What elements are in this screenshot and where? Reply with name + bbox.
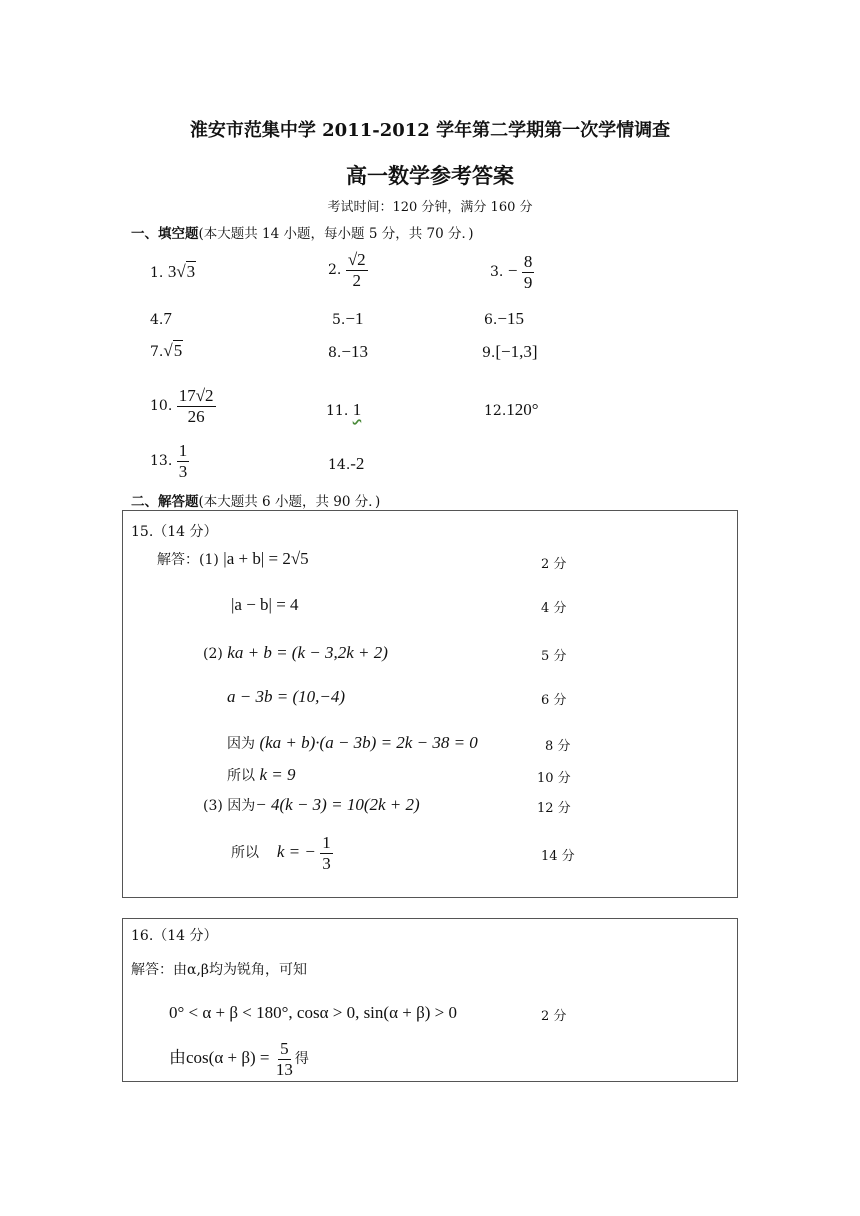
answer-number: 6. xyxy=(484,312,498,328)
answer-number: 13. xyxy=(150,453,173,470)
answer-number: 9. xyxy=(482,345,496,361)
document-subtitle: 高一数学参考答案 xyxy=(346,164,514,188)
answer-value: $\frac{17√2}{26}$ xyxy=(178,386,214,426)
answer-value: $\frac{√2}{2}$ xyxy=(347,250,366,290)
answer-2 xyxy=(328,250,368,290)
q15-expr: a − 3b = (10,−4) xyxy=(227,687,345,706)
answer-11 xyxy=(326,400,481,420)
answer-value: $\frac{8}{9}$ xyxy=(523,252,533,292)
section1-desc: (本大题共 14 小题，每小题 5 分，共 70 分．) xyxy=(198,226,474,242)
answer-number: 8. xyxy=(328,345,342,361)
q15-expr: |a + b| = 2√5 xyxy=(223,549,309,568)
answer-number: 2. xyxy=(328,262,342,279)
answer-4 xyxy=(150,309,172,329)
answer-13 xyxy=(150,441,189,481)
q15-points-2: 4 分 xyxy=(541,601,567,616)
section2-heading: 二、解答题 xyxy=(131,494,199,510)
q15-label: 所以 xyxy=(227,768,255,784)
answer-number: 5. xyxy=(332,312,346,328)
q15-line-5 xyxy=(227,733,478,753)
section1-heading-line xyxy=(131,222,473,242)
q15-fraction: $\frac{1}{3}$ xyxy=(322,833,331,873)
answer-value: −1 xyxy=(345,309,364,328)
answer-number: 14. xyxy=(328,457,351,473)
question-16-box xyxy=(122,918,738,1082)
answer-1 xyxy=(150,262,196,282)
q15-expr: − 4(k − 3) = 10(2k + 2) xyxy=(255,795,420,814)
answer-value: 120° xyxy=(506,400,539,419)
q15-header: 15.（14 分） xyxy=(131,524,218,540)
exam-info: 考试时间：120 分钟，满分 160 分 xyxy=(327,200,533,215)
section2-desc: (本大题共 6 小题，共 90 分．) xyxy=(198,494,381,510)
q15-line-7 xyxy=(203,795,420,815)
answer-value: $\frac{1}{3}$ xyxy=(178,441,188,481)
q15-label: 解答：(1) xyxy=(157,552,219,568)
q15-line-3 xyxy=(203,643,388,663)
answer-12 xyxy=(484,400,539,420)
q15-expr: |a − b| = 4 xyxy=(231,595,299,614)
answer-value: −15 xyxy=(497,309,524,328)
answer-3 xyxy=(490,252,534,292)
q15-points-1: 2 分 xyxy=(541,557,567,572)
q15-expr: ka + b = (k − 3,2k + 2) xyxy=(227,643,388,662)
q15-line-6 xyxy=(227,765,295,785)
answer-number: 10. xyxy=(150,398,173,415)
answer-7 xyxy=(150,341,183,361)
section2-heading-line xyxy=(131,490,380,510)
answer-10 xyxy=(150,386,216,426)
q15-label: (2) xyxy=(203,646,223,662)
answer-value: −13 xyxy=(341,342,368,361)
q15-expr: (ka + b)·(a − 3b) = 2k − 38 = 0 xyxy=(259,733,478,752)
answer-value: -2 xyxy=(350,454,365,473)
q15-points-4: 6 分 xyxy=(541,693,567,708)
q15-expr: k = − xyxy=(276,842,316,862)
answer-9 xyxy=(482,342,538,362)
section1-heading: 一、填空题 xyxy=(131,226,199,242)
q16-line-3 xyxy=(169,1039,309,1079)
answer-number: 1. xyxy=(150,265,164,281)
document-title: 淮安市范集中学 2011-2012 学年第二学期第一次学情调查 xyxy=(189,120,671,141)
q15-line-8 xyxy=(231,833,333,873)
answer-number: 7. xyxy=(150,344,164,360)
q15-line-1 xyxy=(157,549,309,569)
answer-6 xyxy=(484,309,524,329)
q15-expr: k = 9 xyxy=(259,765,296,784)
q15-label: 所以 xyxy=(231,845,259,862)
answer-value: 7 xyxy=(163,309,172,328)
q16-line-1: 解答：由α,β均为锐角，可知 xyxy=(131,962,307,978)
answer-5 xyxy=(332,309,363,329)
q15-points-3: 5 分 xyxy=(541,649,567,664)
q15-label: 因为 xyxy=(227,736,255,752)
q16-expr: 由cos(α + β) = xyxy=(169,1048,270,1068)
answer-14 xyxy=(328,454,364,474)
q15-points-8: 14 分 xyxy=(541,849,575,864)
q15-points-7: 12 分 xyxy=(537,801,571,816)
q15-label: (3) 因为 xyxy=(203,798,256,814)
answer-number: 3. xyxy=(490,264,504,281)
question-15-box xyxy=(122,510,738,898)
answer-number: 11. xyxy=(326,403,349,419)
q15-points-5: 8 分 xyxy=(545,739,571,754)
answer-value: 1 xyxy=(352,400,362,419)
answer-number: 12. xyxy=(484,403,507,419)
answer-sign: − xyxy=(507,261,518,281)
q16-line-2: 0° < α + β < 180°, cosα > 0, sin(α + β) > 0 xyxy=(169,1003,457,1022)
answer-value: 3√3 xyxy=(167,262,196,281)
q16-fraction: $\frac{5}{13}$ xyxy=(275,1039,293,1079)
q15-points-6: 10 分 xyxy=(537,771,571,786)
q16-suffix: 得 xyxy=(294,1051,309,1068)
q15-line-2 xyxy=(231,595,299,615)
q16-header: 16.（14 分） xyxy=(131,928,218,944)
answer-value: √5 xyxy=(163,341,183,360)
answer-value: [−1,3] xyxy=(495,342,538,361)
answer-8 xyxy=(328,342,368,362)
q15-line-4 xyxy=(227,687,345,707)
q16-points-1: 2 分 xyxy=(541,1009,567,1024)
answer-number: 4. xyxy=(150,312,164,328)
